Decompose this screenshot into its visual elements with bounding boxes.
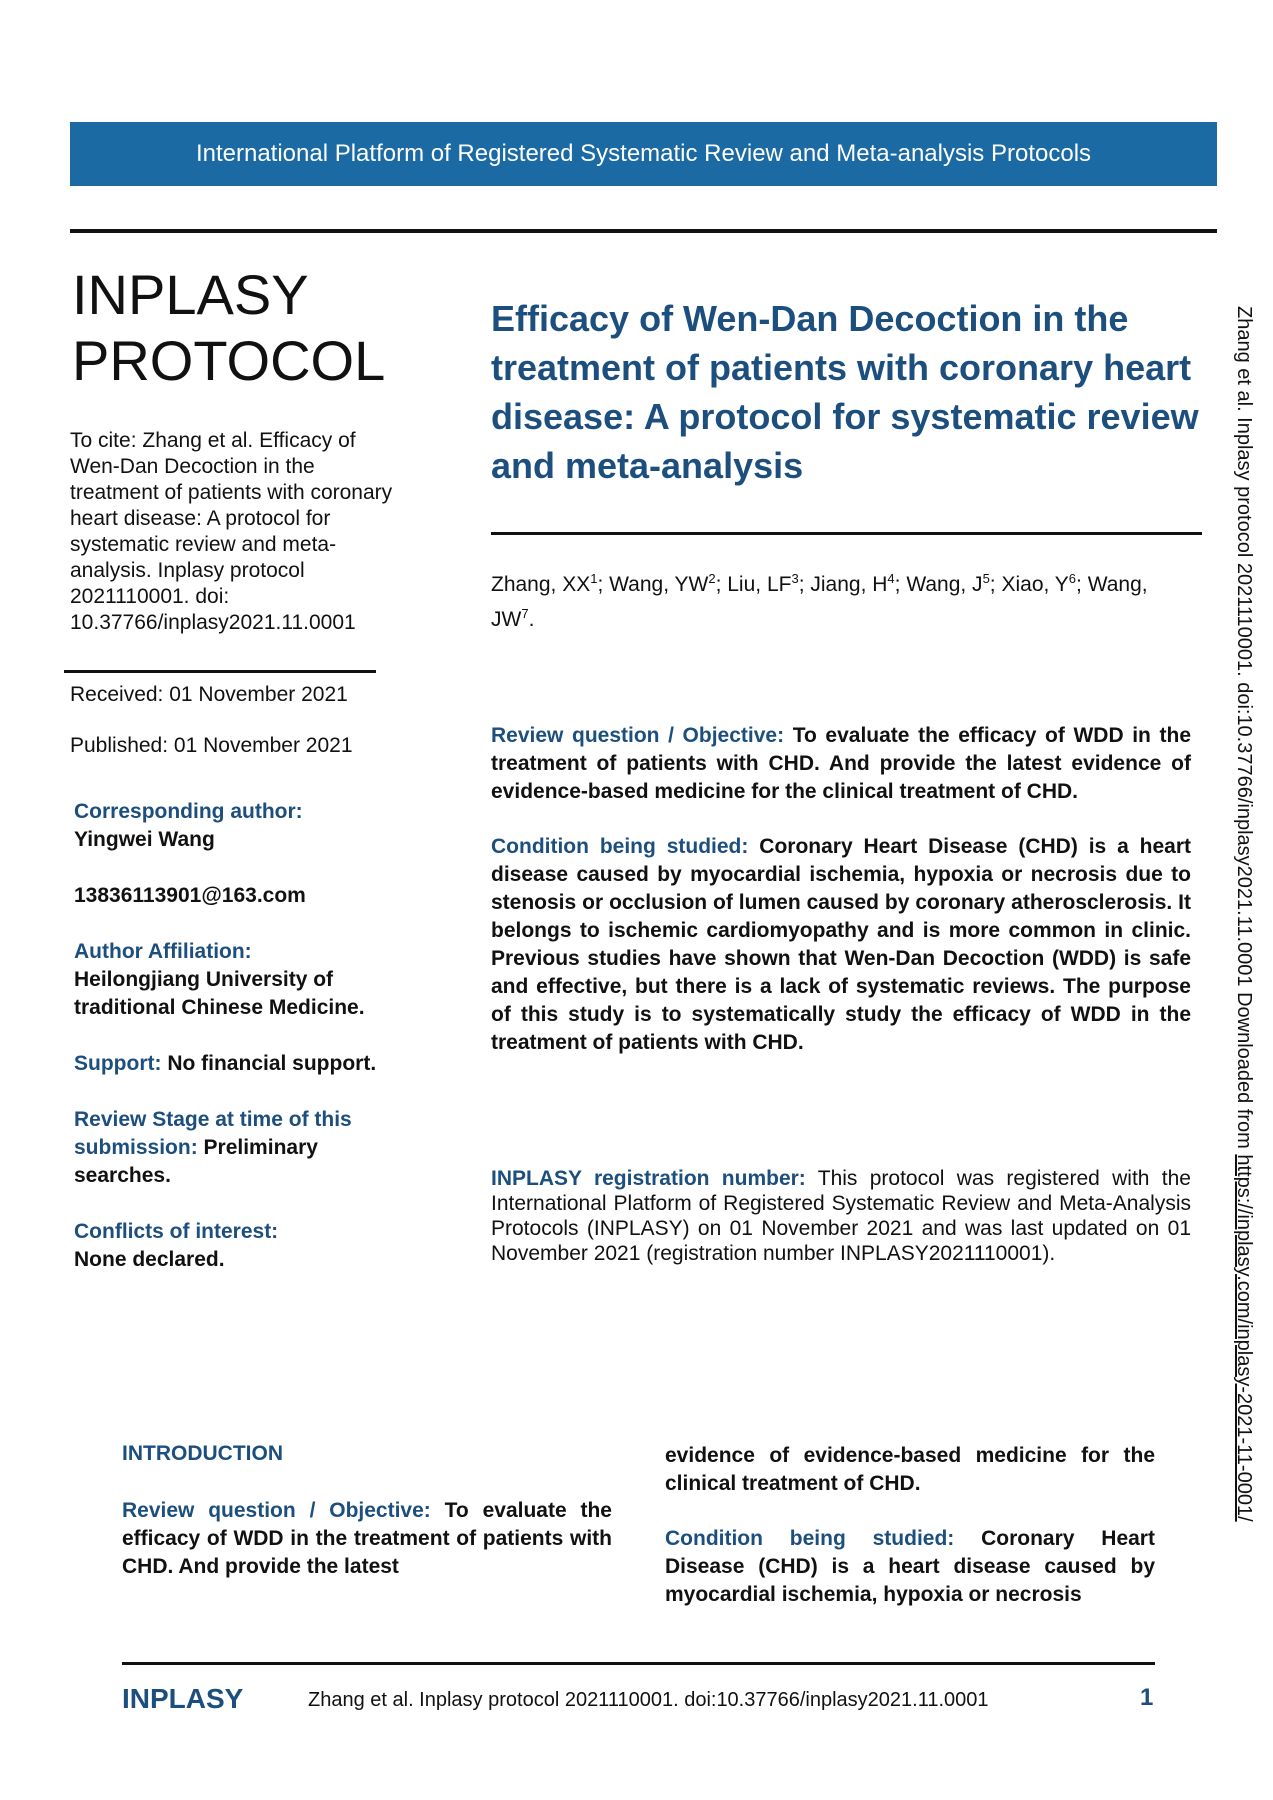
paper-title: Efficacy of Wen-Dan Decoction in the treatment of patients with coronary heart disease: A protocol for systematic review and meta-analysis (491, 298, 1199, 486)
author-item: Wang, $J^5$; (906, 571, 1002, 596)
intro-objective (122, 1497, 612, 1581)
affiliation-label: Author Affiliation: (74, 940, 252, 963)
corresponding-author-name: Yingwei Wang (74, 828, 215, 851)
download-link[interactable]: https://inplasy.com/inplasy-2021-11-0001/ (1233, 1154, 1255, 1522)
title-rule (491, 532, 1202, 535)
objective-label: Review question / Objective: (491, 724, 785, 747)
registration-text: This protocol was registered with the International Platform of Registered Systematic Review and Meta-Analysis Protocols (INPLASY) on 01 November 2021 and was last updated on 01 November 2021 (registration number INPLASY2021110001). (491, 1167, 1191, 1265)
citation-rule (64, 670, 376, 673)
received-date: Received: 01 November 2021 (70, 683, 348, 706)
author-item: Liu, $LF^3$; (727, 571, 811, 596)
conflicts-label: Conflicts of interest: (74, 1220, 279, 1243)
corresponding-author-label: Corresponding author: (74, 800, 303, 823)
condition-text: Coronary Heart Disease (CHD) is a heart disease caused by myocardial ischemia, hypoxia or necrosis due to stenosis or occlusion of lumen caused by coronary atherosclerosis. It belongs to ischemic cardiomyopathy and is more common in clinic. Previous studies have shown that Wen-Dan Decoction (WDD) is safe and effective, but there is a lack of systematic reviews. The purpose of this study is to systematically study the efficacy of WDD in the treatment of patients with CHD. (491, 835, 1192, 1054)
author-email[interactable] (74, 882, 434, 910)
introduction-heading: INTRODUCTION (122, 1442, 283, 1465)
abstract-objective (491, 722, 1191, 806)
footer-rule (122, 1662, 1155, 1665)
author-item: Zhang, $XX^1$; (491, 571, 610, 596)
brand-line-1: INPLASY (72, 263, 309, 326)
support-label: Support: (74, 1052, 162, 1075)
vertical-download-note (1232, 306, 1255, 1522)
review-stage-text: Preliminary searches. (74, 1136, 318, 1187)
intro-objective-label: Review question / Objective: (122, 1499, 431, 1522)
abstract-registration (491, 1166, 1191, 1266)
author-item: Xiao, $Y^6$; (1001, 571, 1088, 596)
citation-text: To cite: Zhang et al. Efficacy of Wen-Dan Decoction in the treatment of patients with coronary heart disease: A protocol for systematic review and meta-analysis. Inplasy protocol 2021110001. doi: 10.37766/inplasy2021.11.0001 (70, 429, 393, 634)
objective-text: To evaluate the efficacy of WDD in the treatment of patients with CHD. And provide the latest evidence of evidence-based medicine for the clinical treatment of CHD. (491, 724, 1191, 803)
intro-objective-continued (665, 1442, 1155, 1498)
support-info (74, 1050, 434, 1078)
author-item: Wang, $YW^2$; (609, 571, 728, 596)
review-stage-label: Review Stage at time of this submission: (74, 1108, 352, 1159)
top-rule (70, 229, 1217, 233)
published-date: Published: 01 November 2021 (70, 734, 353, 757)
author-item: Jiang, $H^4$; (810, 571, 907, 596)
protocol-brand (72, 262, 385, 394)
header-banner (70, 122, 1217, 186)
brand-line-2: PROTOCOL (72, 329, 386, 392)
footer-brand: INPLASY (122, 1683, 244, 1714)
corresponding-author (74, 798, 434, 854)
vertical-note-text: Zhang et al. Inplasy protocol 2021110001. doi:10.37766/inplasy2021.11.0001 Downloaded from (1233, 306, 1255, 1155)
footer-citation: Zhang et al. Inplasy protocol 2021110001. doi:10.37766/inplasy2021.11.0001 (308, 1689, 989, 1711)
support-text: No financial support. (167, 1052, 377, 1075)
affiliation-text: Heilongjiang University of traditional Chinese Medicine. (74, 968, 365, 1019)
author-email-text[interactable]: 13836113901@163.com (74, 884, 306, 907)
conflicts-of-interest (74, 1218, 434, 1274)
intro-condition-label: Condition being studied: (665, 1527, 955, 1550)
author-affiliation (74, 938, 434, 1022)
intro-objective-continued-text: evidence of evidence-based medicine for the clinical treatment of CHD. (665, 1444, 1155, 1495)
page-number: 1 (1140, 1684, 1154, 1711)
intro-condition-text: Coronary Heart Disease (CHD) is a heart disease caused by myocardial ischemia, hypoxia or necrosis (665, 1527, 1155, 1606)
registration-label: INPLASY registration number: (491, 1167, 806, 1190)
intro-condition (665, 1525, 1155, 1609)
author-item: Wang, $JW^7$. (491, 573, 1148, 631)
review-stage (74, 1106, 404, 1190)
banner-text: International Platform of Registered Systematic Review and Meta-analysis Protocols (195, 140, 1092, 167)
intro-objective-text: To evaluate the efficacy of WDD in the treatment of patients with CHD. And provide the latest (122, 1499, 612, 1578)
abstract-condition (491, 833, 1191, 1057)
author-list (491, 564, 1191, 634)
condition-label: Condition being studied: (491, 835, 749, 858)
conflicts-text: None declared. (74, 1248, 225, 1271)
